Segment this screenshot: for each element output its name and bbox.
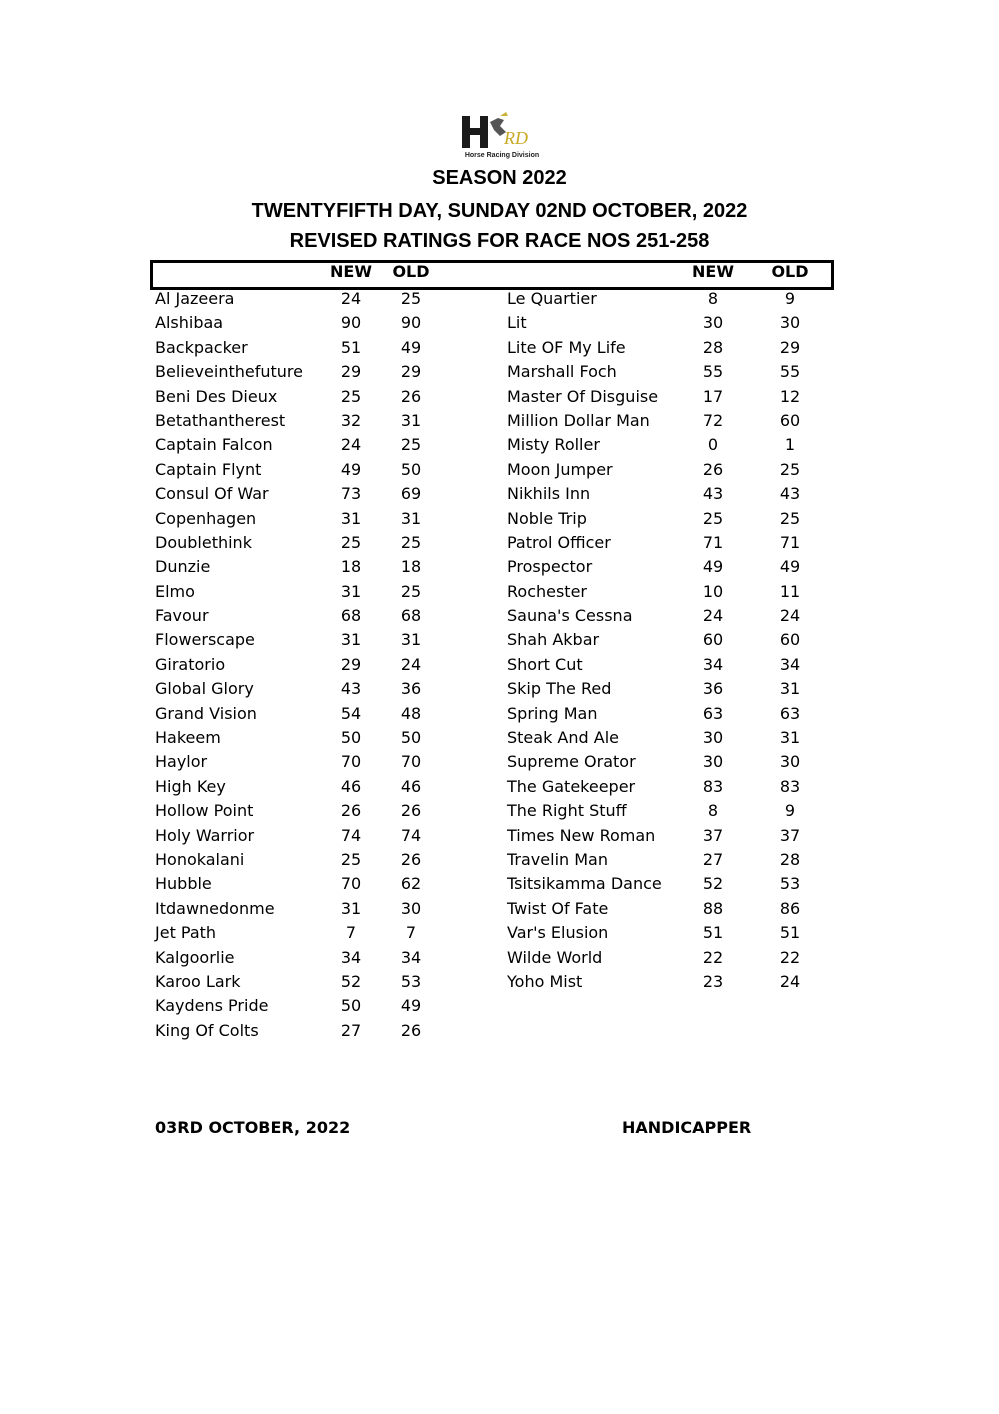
- ratings-row: [155, 360, 455, 384]
- horse-name: Hollow Point: [155, 801, 254, 821]
- ratings-row: [155, 946, 455, 970]
- horse-name: Favour: [155, 606, 209, 626]
- new-rating: 90: [340, 313, 362, 333]
- horse-name: Jet Path: [155, 923, 217, 943]
- footer-date: 03RD OCTOBER, 2022: [155, 1118, 351, 1137]
- old-rating: 30: [779, 752, 801, 772]
- old-rating: 71: [779, 532, 801, 552]
- old-rating: 55: [779, 362, 801, 382]
- horse-name: Steak And Ale: [507, 728, 619, 748]
- old-rating: 24: [779, 971, 801, 991]
- horse-name: Nikhils Inn: [507, 484, 591, 504]
- new-rating: 51: [340, 337, 362, 357]
- new-rating: 36: [702, 679, 724, 699]
- horse-name: High Key: [155, 776, 226, 796]
- horse-name: Shah Akbar: [507, 630, 600, 650]
- old-rating: 26: [400, 849, 422, 869]
- new-rating: 51: [702, 923, 724, 943]
- horse-name: Elmo: [155, 581, 195, 601]
- ratings-row: [155, 409, 455, 433]
- old-rating: 37: [779, 825, 801, 845]
- ratings-row: [155, 507, 455, 531]
- old-rating: 46: [400, 776, 422, 796]
- horse-name: Captain Flynt: [155, 459, 262, 479]
- ratings-row: [507, 970, 827, 994]
- new-rating: 17: [702, 386, 724, 406]
- old-rating: 68: [400, 606, 422, 626]
- new-rating: 23: [702, 971, 724, 991]
- horse-name: Noble Trip: [507, 508, 587, 528]
- new-rating: 37: [702, 825, 724, 845]
- ratings-row: [155, 531, 455, 555]
- new-rating: 72: [702, 410, 724, 430]
- old-rating: 24: [779, 606, 801, 626]
- ratings-row: [507, 653, 827, 677]
- old-rating: 29: [400, 362, 422, 382]
- horse-name: Hubble: [155, 874, 212, 894]
- ratings-row: [155, 824, 455, 848]
- new-rating: 25: [340, 532, 362, 552]
- horse-name: Skip The Red: [507, 679, 612, 699]
- horse-name: Tsitsikamma Dance: [507, 874, 662, 894]
- new-rating: 52: [340, 971, 362, 991]
- ratings-row: [507, 360, 827, 384]
- horse-name: Rochester: [507, 581, 587, 601]
- old-rating: 29: [779, 337, 801, 357]
- new-rating: 74: [340, 825, 362, 845]
- horse-name: Captain Falcon: [155, 435, 273, 455]
- old-rating: 69: [400, 484, 422, 504]
- old-rating: 25: [779, 459, 801, 479]
- old-rating: 34: [400, 947, 422, 967]
- ratings-row: [155, 311, 455, 335]
- ratings-row: [507, 702, 827, 726]
- new-rating: 49: [702, 557, 724, 577]
- horse-name: The Right Stuff: [507, 801, 627, 821]
- old-rating: 31: [400, 630, 422, 650]
- horse-name: Spring Man: [507, 703, 598, 723]
- new-rating: 25: [340, 849, 362, 869]
- footer-signatory: HANDICAPPER: [622, 1118, 752, 1137]
- old-rating: 70: [400, 752, 422, 772]
- ratings-row: [155, 970, 455, 994]
- ratings-row: [507, 946, 827, 970]
- ratings-row: [155, 677, 455, 701]
- horse-name: King Of Colts: [155, 1020, 259, 1040]
- old-rating: 48: [400, 703, 422, 723]
- horse-name: Sauna's Cessna: [507, 606, 633, 626]
- horse-name: Lit: [507, 313, 527, 333]
- new-rating: 34: [340, 947, 362, 967]
- ratings-row: [155, 336, 455, 360]
- horse-name: Haylor: [155, 752, 208, 772]
- ratings-row: [507, 775, 827, 799]
- ratings-row: [155, 750, 455, 774]
- horse-name: Wilde World: [507, 947, 603, 967]
- old-rating: 53: [400, 971, 422, 991]
- new-rating: 50: [340, 996, 362, 1016]
- horse-name: Betathantherest: [155, 410, 286, 430]
- left-old-header: OLD: [392, 262, 430, 281]
- ratings-row: [155, 433, 455, 457]
- new-rating: 31: [340, 898, 362, 918]
- new-rating: 8: [707, 289, 719, 308]
- ratings-row: [155, 702, 455, 726]
- ratings-row: [155, 897, 455, 921]
- ratings-row: [507, 507, 827, 531]
- new-rating: 34: [702, 654, 724, 674]
- new-rating: 55: [702, 362, 724, 382]
- horse-name: Master Of Disguise: [507, 386, 659, 406]
- new-rating: 29: [340, 654, 362, 674]
- ratings-row: [155, 482, 455, 506]
- old-rating: 30: [400, 898, 422, 918]
- old-rating: 25: [400, 435, 422, 455]
- new-rating: 54: [340, 703, 362, 723]
- ratings-row: [507, 555, 827, 579]
- new-rating: 70: [340, 874, 362, 894]
- old-rating: 26: [400, 386, 422, 406]
- old-rating: 51: [779, 923, 801, 943]
- old-rating: 7: [405, 923, 417, 943]
- new-rating: 25: [702, 508, 724, 528]
- horse-name: Marshall Foch: [507, 362, 617, 382]
- old-rating: 25: [779, 508, 801, 528]
- new-rating: 29: [340, 362, 362, 382]
- horse-name: Times New Roman: [507, 825, 656, 845]
- ratings-row: [155, 580, 455, 604]
- ratings-row: [507, 409, 827, 433]
- new-rating: 27: [340, 1020, 362, 1040]
- ratings-row: [155, 848, 455, 872]
- ratings-row: [155, 775, 455, 799]
- old-rating: 63: [779, 703, 801, 723]
- new-rating: 0: [707, 435, 719, 455]
- old-rating: 49: [400, 337, 422, 357]
- horse-name: Prospector: [507, 557, 593, 577]
- new-rating: 88: [702, 898, 724, 918]
- new-rating: 30: [702, 752, 724, 772]
- horse-name: Misty Roller: [507, 435, 600, 455]
- ratings-row: [155, 385, 455, 409]
- ratings-row: [155, 458, 455, 482]
- old-rating: 90: [400, 313, 422, 333]
- new-rating: 25: [340, 386, 362, 406]
- new-rating: 7: [345, 923, 357, 943]
- old-rating: 49: [779, 557, 801, 577]
- horse-name: Yoho Mist: [507, 971, 583, 991]
- old-rating: 31: [400, 410, 422, 430]
- new-rating: 30: [702, 313, 724, 333]
- season-title: SEASON 2022: [432, 167, 567, 189]
- new-rating: 31: [340, 630, 362, 650]
- ratings-row: [155, 628, 455, 652]
- horse-name: Million Dollar Man: [507, 410, 650, 430]
- new-rating: 71: [702, 532, 724, 552]
- new-rating: 73: [340, 484, 362, 504]
- old-rating: 18: [400, 557, 422, 577]
- horse-name: Travelin Man: [507, 849, 608, 869]
- ratings-row: [507, 580, 827, 604]
- old-rating: 30: [779, 313, 801, 333]
- ratings-row: [507, 336, 827, 360]
- horse-name: The Gatekeeper: [507, 776, 636, 796]
- old-rating: 83: [779, 776, 801, 796]
- ratings-row: [155, 287, 455, 311]
- left-new-header: NEW: [330, 262, 372, 281]
- new-rating: 27: [702, 849, 724, 869]
- ratings-row: [507, 677, 827, 701]
- old-rating: 50: [400, 728, 422, 748]
- old-rating: 1: [784, 435, 796, 455]
- horse-name: Karoo Lark: [155, 971, 241, 991]
- right-new-header: NEW: [692, 262, 734, 281]
- horse-name: Doublethink: [155, 532, 252, 552]
- new-rating: 30: [702, 728, 724, 748]
- ratings-row: [507, 799, 827, 823]
- horse-name: Moon Jumper: [507, 459, 613, 479]
- horse-name: Lite OF My Life: [507, 337, 626, 357]
- left-ratings-list: [155, 287, 455, 1043]
- ratings-row: [155, 604, 455, 628]
- hrd-logo-graphic: [460, 110, 544, 154]
- right-ratings-list: [507, 287, 827, 994]
- horse-name: Global Glory: [155, 679, 254, 699]
- svg-text:RD: RD: [504, 128, 528, 148]
- ratings-row: [155, 799, 455, 823]
- new-rating: 68: [340, 606, 362, 626]
- ratings-row: [507, 287, 827, 311]
- ratings-row: [155, 1019, 455, 1043]
- horse-name: Dunzie: [155, 557, 211, 577]
- new-rating: 8: [707, 801, 719, 821]
- old-rating: 11: [779, 581, 801, 601]
- ratings-row: [507, 750, 827, 774]
- ratings-row: [155, 653, 455, 677]
- new-rating: 31: [340, 581, 362, 601]
- new-rating: 52: [702, 874, 724, 894]
- new-rating: 28: [702, 337, 724, 357]
- old-rating: 26: [400, 1020, 422, 1040]
- new-rating: 60: [702, 630, 724, 650]
- horse-name: Al Jazeera: [155, 289, 235, 308]
- horse-name: Grand Vision: [155, 703, 257, 723]
- new-rating: 43: [340, 679, 362, 699]
- old-rating: 22: [779, 947, 801, 967]
- horse-name: Kaydens Pride: [155, 996, 269, 1016]
- old-rating: 50: [400, 459, 422, 479]
- old-rating: 25: [400, 532, 422, 552]
- ratings-row: [155, 872, 455, 896]
- horse-name: Giratorio: [155, 654, 226, 674]
- old-rating: 74: [400, 825, 422, 845]
- ratings-row: [155, 555, 455, 579]
- old-rating: 53: [779, 874, 801, 894]
- old-rating: 25: [400, 581, 422, 601]
- new-rating: 31: [340, 508, 362, 528]
- ratings-row: [507, 824, 827, 848]
- logo-caption: Horse Racing Division: [464, 152, 540, 159]
- new-rating: 10: [702, 581, 724, 601]
- ratings-row: [507, 628, 827, 652]
- horse-name: Backpacker: [155, 337, 248, 357]
- horse-name: Holy Warrior: [155, 825, 255, 845]
- horse-name: Consul Of War: [155, 484, 269, 504]
- old-rating: 49: [400, 996, 422, 1016]
- old-rating: 60: [779, 410, 801, 430]
- old-rating: 34: [779, 654, 801, 674]
- ratings-row: [507, 897, 827, 921]
- horse-name: Alshibaa: [155, 313, 224, 333]
- horse-name: Honokalani: [155, 849, 245, 869]
- old-rating: 60: [779, 630, 801, 650]
- old-rating: 25: [400, 289, 422, 308]
- new-rating: 24: [340, 289, 362, 308]
- ratings-row: [507, 872, 827, 896]
- new-rating: 70: [340, 752, 362, 772]
- horse-name: Patrol Officer: [507, 532, 611, 552]
- ratings-row: [507, 311, 827, 335]
- old-rating: 24: [400, 654, 422, 674]
- horse-name: Var's Elusion: [507, 923, 609, 943]
- ratings-row: [507, 726, 827, 750]
- old-rating: 9: [784, 289, 796, 308]
- new-rating: 63: [702, 703, 724, 723]
- new-rating: 26: [702, 459, 724, 479]
- ratings-row: [155, 921, 455, 945]
- old-rating: 86: [779, 898, 801, 918]
- ratings-row: [507, 385, 827, 409]
- old-rating: 36: [400, 679, 422, 699]
- right-old-header: OLD: [771, 262, 809, 281]
- new-rating: 26: [340, 801, 362, 821]
- new-rating: 24: [340, 435, 362, 455]
- horse-name: Le Quartier: [507, 289, 597, 308]
- horse-name: Flowerscape: [155, 630, 255, 650]
- day-title: TWENTYFIFTH DAY, SUNDAY 02ND OCTOBER, 2022: [251, 200, 748, 222]
- ratings-row: [155, 994, 455, 1018]
- new-rating: 50: [340, 728, 362, 748]
- old-rating: 31: [779, 679, 801, 699]
- horse-name: Beni Des Dieux: [155, 386, 278, 406]
- old-rating: 12: [779, 386, 801, 406]
- ratings-row: [507, 433, 827, 457]
- horse-name: Believeinthefuture: [155, 362, 303, 382]
- new-rating: 24: [702, 606, 724, 626]
- new-rating: 32: [340, 410, 362, 430]
- horse-name: Kalgoorlie: [155, 947, 235, 967]
- horse-name: Supreme Orator: [507, 752, 636, 772]
- new-rating: 49: [340, 459, 362, 479]
- ratings-row: [507, 531, 827, 555]
- revised-ratings-title: REVISED RATINGS FOR RACE NOS 251-258: [289, 230, 710, 252]
- ratings-row: [155, 726, 455, 750]
- old-rating: 62: [400, 874, 422, 894]
- hrd-logo: [460, 110, 544, 162]
- horse-name: Hakeem: [155, 728, 221, 748]
- new-rating: 46: [340, 776, 362, 796]
- new-rating: 22: [702, 947, 724, 967]
- ratings-row: [507, 848, 827, 872]
- old-rating: 28: [779, 849, 801, 869]
- old-rating: 26: [400, 801, 422, 821]
- old-rating: 31: [400, 508, 422, 528]
- horse-name: Itdawnedonme: [155, 898, 275, 918]
- horse-name: Short Cut: [507, 654, 583, 674]
- ratings-row: [507, 921, 827, 945]
- horse-name: Copenhagen: [155, 508, 257, 528]
- ratings-row: [507, 482, 827, 506]
- new-rating: 18: [340, 557, 362, 577]
- ratings-row: [507, 458, 827, 482]
- horse-name: Twist Of Fate: [507, 898, 609, 918]
- new-rating: 83: [702, 776, 724, 796]
- new-rating: 43: [702, 484, 724, 504]
- old-rating: 9: [784, 801, 796, 821]
- ratings-row: [507, 604, 827, 628]
- old-rating: 43: [779, 484, 801, 504]
- old-rating: 31: [779, 728, 801, 748]
